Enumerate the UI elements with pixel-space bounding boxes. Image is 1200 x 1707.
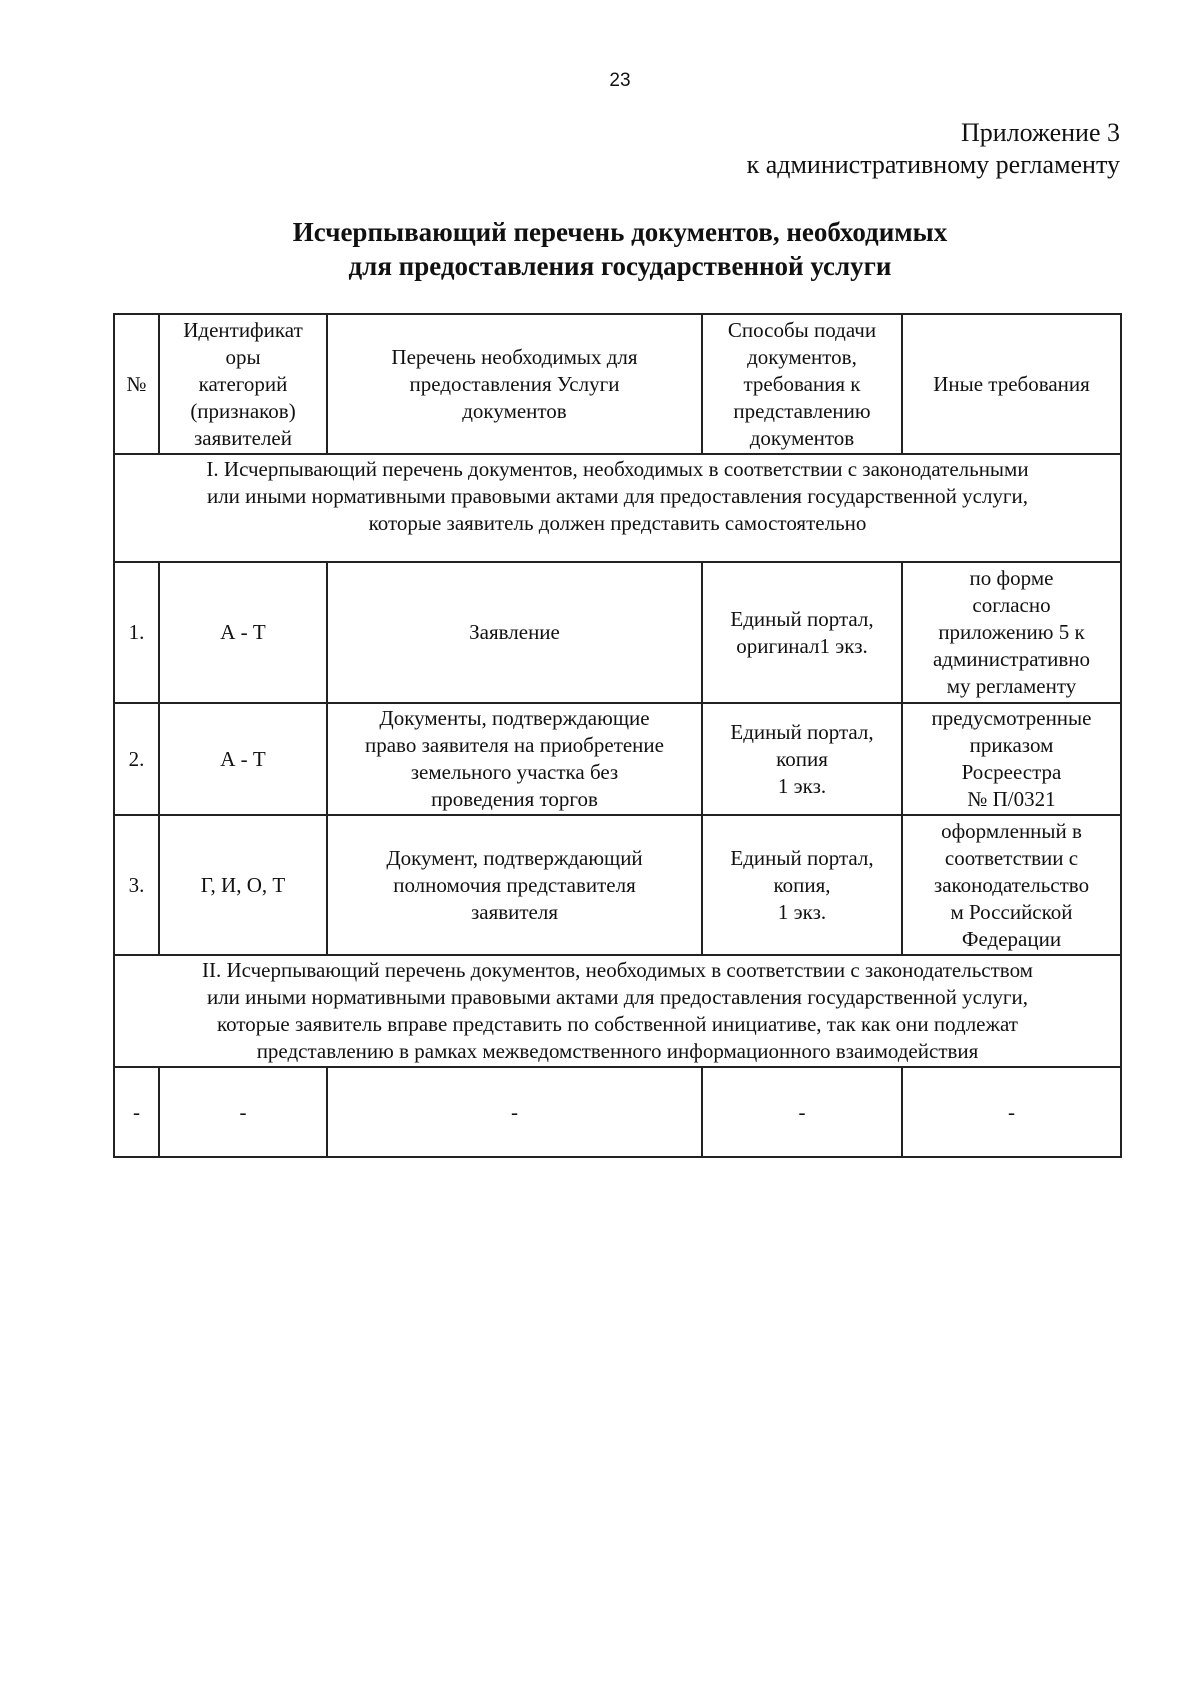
row-number: 3.: [114, 815, 159, 955]
page-number: 23: [609, 70, 631, 91]
title-line-2: для предоставления государственной услуги: [348, 251, 892, 281]
row-method: Единый портал, копия, 1 экз.: [702, 815, 902, 955]
row-identifiers: А - Т: [159, 703, 327, 815]
header-methods: Способы подачи документов, требования к представлению документов: [702, 314, 902, 454]
row-method: Единый портал, копия 1 экз.: [702, 703, 902, 815]
empty-cell: -: [327, 1067, 702, 1157]
header-other-requirements: Иные требования: [902, 314, 1121, 454]
row-number: 2.: [114, 703, 159, 815]
row-identifiers: А - Т: [159, 562, 327, 703]
empty-cell: -: [702, 1067, 902, 1157]
section-1-row: [114, 454, 1121, 562]
table-row: [114, 562, 1121, 703]
header-identifiers: Идентификат оры категорий (признаков) заявителей: [159, 314, 327, 454]
section-2-row: [114, 955, 1121, 1067]
documents-table: [113, 313, 1122, 1158]
table-row: [114, 1067, 1121, 1157]
table-row: [114, 703, 1121, 815]
row-other-requirements: оформленный в соответствии с законодательство м Российской Федерации: [902, 815, 1121, 955]
empty-cell: -: [902, 1067, 1121, 1157]
appendix-line-2: к административному регламенту: [746, 150, 1120, 179]
empty-cell: -: [159, 1067, 327, 1157]
row-document: Документы, подтверждающие право заявителя на приобретение земельного участка без проведения торгов: [327, 703, 702, 815]
row-document: Заявление: [327, 562, 702, 703]
table-header-row: [114, 314, 1121, 454]
appendix-header: [747, 117, 1120, 181]
row-identifiers: Г, И, О, Т: [159, 815, 327, 955]
appendix-line-1: Приложение 3: [960, 118, 1120, 147]
row-document: Документ, подтверждающий полномочия представителя заявителя: [327, 815, 702, 955]
empty-cell: -: [114, 1067, 159, 1157]
row-other-requirements: по форме согласно приложению 5 к административно му регламенту: [902, 562, 1121, 703]
row-number: 1.: [114, 562, 159, 703]
row-other-requirements: предусмотренные приказом Росреестра № П/0321: [902, 703, 1121, 815]
header-documents: Перечень необходимых для предоставления Услуги документов: [327, 314, 702, 454]
row-method: Единый портал, оригинал1 экз.: [702, 562, 902, 703]
document-title: [0, 215, 1200, 283]
title-line-1: Исчерпывающий перечень документов, необходимых: [292, 217, 948, 247]
section-2-heading: II. Исчерпывающий перечень документов, необходимых в соответствии с законодательством или иными нормативными правовыми актами для предоставления государственной услуги, которые заявитель вправе представить по собственной инициативе, так как они подлежат представлению в рамках межведомственного информационного взаимодействия: [114, 955, 1121, 1067]
header-number: №: [114, 314, 159, 454]
section-1-heading: I. Исчерпывающий перечень документов, необходимых в соответствии с законодательными или иными нормативными правовыми актами для предоставления государственной услуги, которые заявитель должен представить самостоятельно: [114, 454, 1121, 562]
table-row: [114, 815, 1121, 955]
